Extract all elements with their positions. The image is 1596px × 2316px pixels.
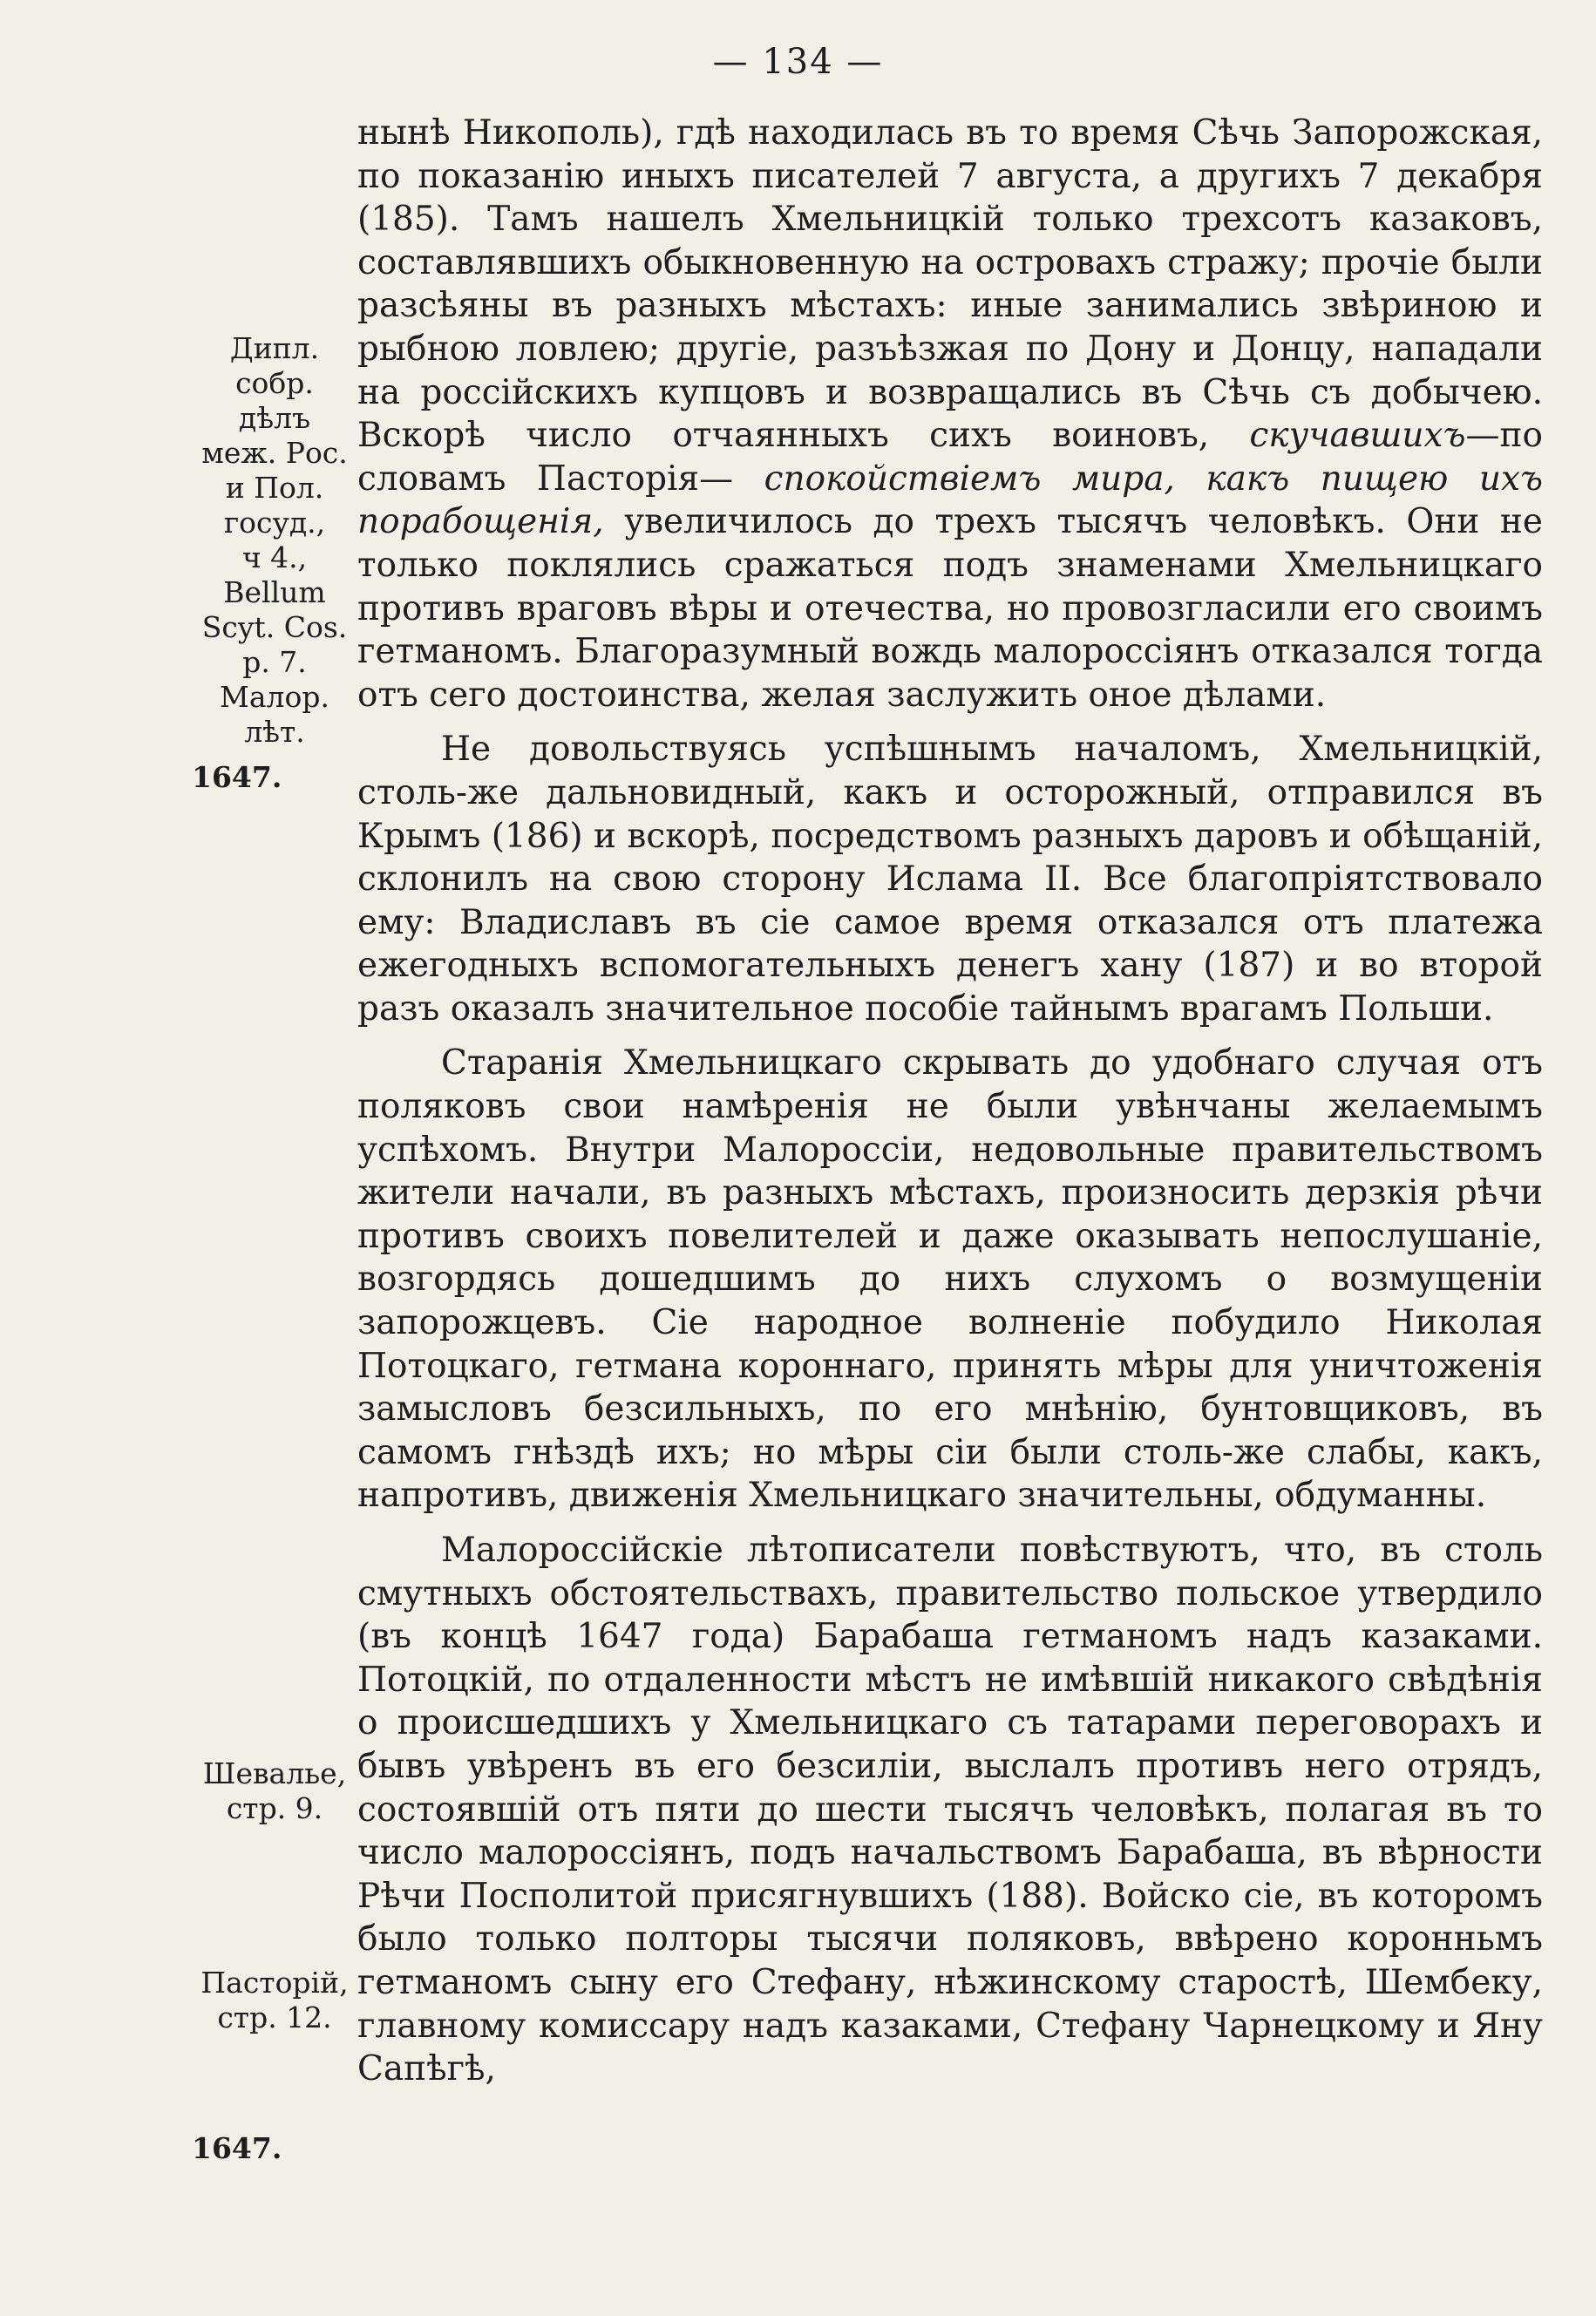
margin-note-chevalier — [187, 1756, 362, 1826]
margin-note-line: Шевалье, — [202, 1756, 347, 1790]
emphasis: спокойствіемъ мира, какъ пищею ихъ порабощенія, — [357, 458, 1543, 542]
paragraph: Не довольствуясь успѣшнымъ началомъ, Хмельницкій, столь-же дальновидный, какъ и осторожный, отправился въ Крымъ (186) и вскорѣ, посредствомъ разныхъ даровъ и обѣщаній, склонилъ на свою сторону Ислама II. Все благопріятствовало ему: Владиславъ въ сіе самое время отказался отъ платежа ежегодныхъ вспомогательныхъ денегъ хану (187) и во второй разъ оказалъ значительное пособіе тайнымъ врагамъ Польши. — [357, 730, 1543, 1029]
margin-note-line: ч 4., — [241, 540, 308, 574]
margin-note-line: стр. 12. — [217, 2000, 332, 2034]
margin-note-line: дѣлъ — [238, 401, 311, 435]
paragraph — [357, 112, 1543, 717]
emphasis: скучавшихъ — [1249, 416, 1466, 456]
text-run: —по словамъ Пасторія— — [357, 416, 1543, 499]
text-run: нынѣ Никополь), гдѣ находилась въ то время Сѣчь Запорожская, по показанію иныхъ писателей 7 августа, а другихъ 7 декабря (185). Тамъ нашелъ Хмельницкій только трехсотъ казаковъ, составлявшихъ обыкновенную на островахъ стражу; прочіе были разсѣяны въ разныхъ мѣстахъ: иные занимались звѣриною и рыбною ловлею; другіе, разъѣзжая по Дону и Донцу, нападали на россійскихъ купцовъ и возвращались въ Сѣчь съ добычею. Вскорѣ число отчаянныхъ сихъ воиновъ, — [357, 113, 1543, 456]
margin-note-line: госуд., — [223, 506, 326, 540]
main-text — [357, 112, 1543, 2102]
page-number: — 134 — — [712, 42, 884, 82]
margin-note-line: Bellum — [223, 575, 326, 609]
margin-year: 1647. — [192, 760, 282, 794]
margin-year: 1647. — [192, 2131, 282, 2165]
paragraph: Старанія Хмельницкаго скрывать до удобнаго случая отъ поляковъ свои намѣренія не были увѣнчаны желаемымъ успѣхомъ. Внутри Малороссіи, недовольные правительствомъ жители начали, въ разныхъ мѣстахъ, произносить дерзкія рѣчи противъ своихъ повелителей и даже оказывать непослушаніе, возгордясь дошедшимъ до нихъ слухомъ о возмущеніи запорожцевъ. Сіе народное волненіе побудило Николая Потоцкаго, гетмана короннаго, принять мѣры для уничтоженія замысловъ безсильныхъ, по его мнѣнію, бунтовщиковъ, въ самомъ гнѣздѣ ихъ; но мѣры сіи были столь-же слабы, какъ, напротивъ, движенія Хмельницкаго значительны, обдуманны. — [357, 1043, 1543, 1516]
paragraph: Малороссійскіе лѣтописатели повѣствуютъ, что, въ столь смутныхъ обстоятельствахъ, правительство польское утвердило (въ концѣ 1647 года) Барабаша гетманомъ надъ казаками. Потоцкій, по отдаленности мѣстъ не имѣвшій никакого свѣдѣнія о происшедшихъ у Хмельницкаго съ татарами переговорахъ и бывъ увѣренъ въ его безсиліи, выслалъ противъ него отрядъ, состоявшій отъ пяти до шести тысячъ человѣкъ, полагая въ то число малороссіянъ, подъ начальствомъ Барабаша, въ вѣрности Рѣчи Посполитой присягнувшихъ (188). Войско сіе, въ которомъ было только полторы тысячи поляковъ, ввѣрено коронньмъ гетманомъ сыну его Стефану, нѣжинскому старостѣ, Шембеку, главному комиссару надъ казаками, Стефану Чарнецкому и Яну Сапѣгѣ, — [357, 1531, 1543, 2089]
margin-note-line: Scyt. Cos. — [201, 610, 348, 644]
margin-note-line: и Пол. — [225, 471, 324, 505]
margin-note-line: Пасторій, — [200, 1966, 349, 2000]
margin-note-line: стр. 9. — [226, 1791, 323, 1825]
margin-note-line: Малор. — [220, 680, 329, 714]
margin-note-line: собр. — [235, 366, 314, 400]
margin-note-pastorius — [187, 1966, 362, 2035]
margin-note-line: p. 7. — [242, 645, 307, 679]
text-run: увеличилось до трехъ тысячъ человѣкъ. Они не только поклялись сражаться подъ знаменами Хмельницкаго противъ враговъ вѣры и отечества, но провозгласили его своимъ гетманомъ. Благоразумный вождь малороссіянъ отказался тогда отъ сего достоинства, желая заслужить оное дѣлами. — [357, 502, 1543, 715]
margin-note-line: Дипл. — [229, 331, 320, 365]
margin-note-line: меж. Рос. — [201, 436, 348, 470]
margin-note-diplomatic — [187, 331, 362, 750]
margin-note-line: лѣт. — [244, 715, 305, 749]
